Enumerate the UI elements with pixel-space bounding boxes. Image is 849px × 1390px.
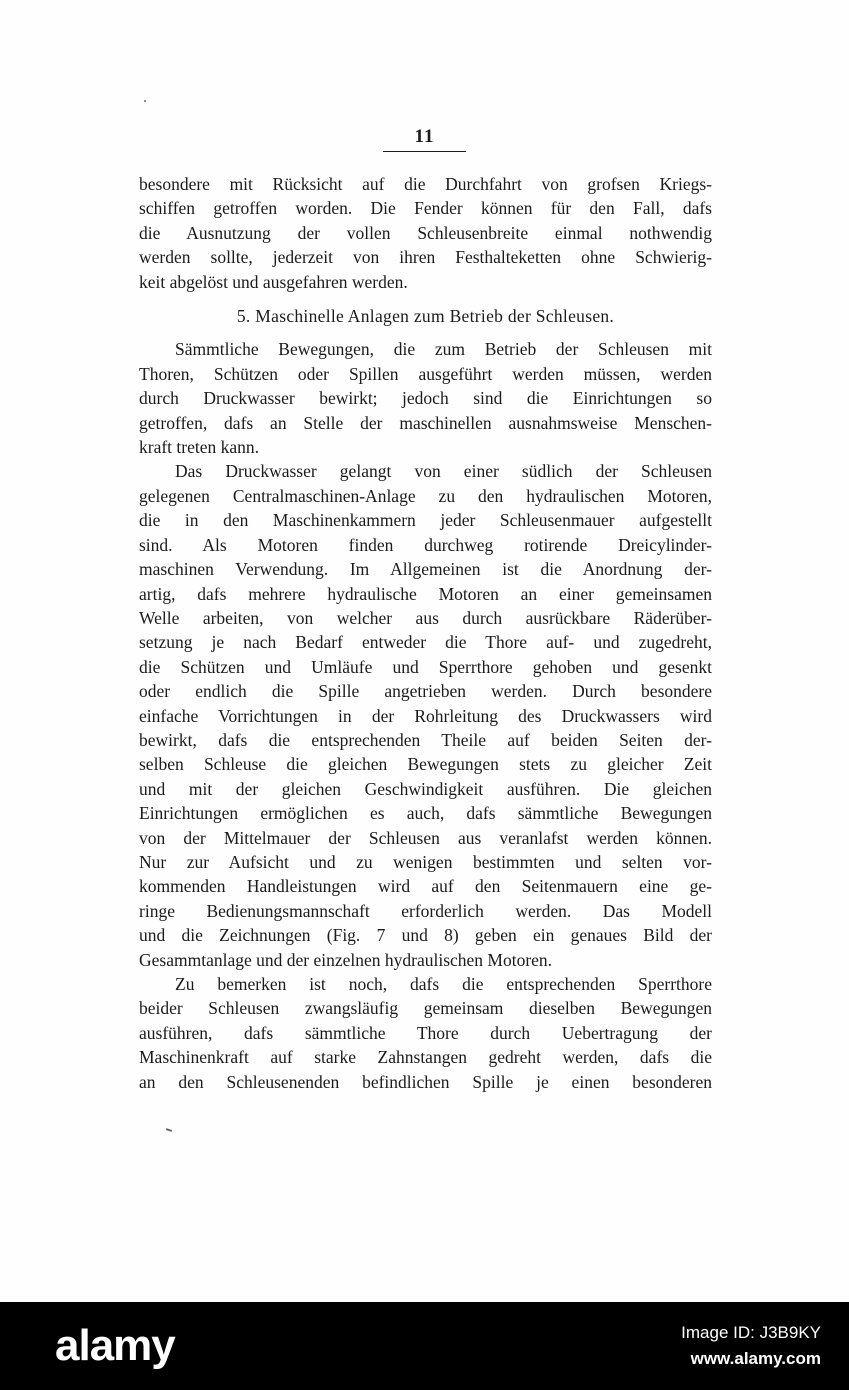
text-block <box>139 172 712 1094</box>
text-line: Nur zur Aufsicht und zu wenigen bestimmten und selten vor- <box>139 851 712 872</box>
text-line: artig, dafs mehrere hydraulische Motoren an einer gemeinsamen <box>139 583 712 604</box>
text-line: kommenden Handleistungen wird auf den Seitenmauern eine ge- <box>139 876 712 897</box>
page-number: 11 <box>383 126 467 152</box>
page-header <box>0 126 849 152</box>
text-line: die in den Maschinenkammern jeder Schleusenmauer aufgestellt <box>139 510 712 531</box>
text-line: von der Mittelmauer der Schleusen aus veranlafst werden können. <box>139 827 712 848</box>
scan-artifact <box>166 1128 172 1132</box>
text-line: die Ausnutzung der vollen Schleusenbreite einmal nothwendig <box>139 222 712 243</box>
text-line: beider Schleusen zwangsläufig gemeinsam dieselben Bewegungen <box>139 998 712 1019</box>
text-line: maschinen Verwendung. Im Allgemeinen ist die Anordnung der- <box>139 559 712 580</box>
text-line: Sämmtliche Bewegungen, die zum Betrieb der Schleusen mit <box>175 339 712 360</box>
text-line: schiffen getroffen worden. Die Fender können für den Fall, dafs <box>139 198 712 219</box>
text-line: besondere mit Rücksicht auf die Durchfahrt von grofsen Kriegs- <box>139 174 712 194</box>
text-line: setzung je nach Bedarf entweder die Thore auf- und zugedreht, <box>139 632 712 653</box>
image-id-text: Image ID: J3B9KY <box>681 1323 821 1342</box>
text-line: einfache Vorrichtungen in der Rohrleitung des Druckwassers wird <box>139 705 712 726</box>
text-line: gelegenen Centralmaschinen-Anlage zu den hydraulischen Motoren, <box>139 485 712 506</box>
text-line: an den Schleusenenden befindlichen Spille je einen besonderen <box>139 1071 712 1092</box>
text-line: Das Druckwasser gelangt von einer südlich der Schleusen <box>175 461 712 482</box>
section-heading: 5. Maschinelle Anlagen zum Betrieb der Schleusen. <box>236 306 615 327</box>
text-line: Welle arbeiten, von welcher aus durch ausrückbare Räderüber- <box>139 607 712 628</box>
text-line: bewirkt, dafs die entsprechenden Theile auf beiden Seiten der- <box>139 729 712 750</box>
scan-artifact <box>144 100 146 102</box>
text-line: ausführen, dafs sämmtliche Thore durch Uebertragung der <box>139 1022 712 1043</box>
text-line: durch Druckwasser bewirkt; jedoch sind die Einrichtungen so <box>139 388 712 409</box>
text-line: Zu bemerken ist noch, dafs die entsprechenden Sperrthore <box>175 974 712 994</box>
watermark-bar <box>0 1302 849 1390</box>
text-line: ringe Bedienungsmannschaft erforderlich werden. Das Modell <box>139 900 712 921</box>
watermark-meta <box>681 1320 821 1372</box>
text-line: keit abgelöst und ausgefahren werden. <box>139 271 408 292</box>
text-line: selben Schleuse die gleichen Bewegungen stets zu gleicher Zeit <box>139 754 712 775</box>
text-line: getroffen, dafs an Stelle der maschinellen ausnahmsweise Menschen- <box>139 412 712 433</box>
text-line: Thoren, Schützen oder Spillen ausgeführt werden müssen, werden <box>139 363 712 384</box>
text-line: Maschinenkraft auf starke Zahnstangen gedreht werden, dafs die <box>139 1047 712 1068</box>
text-line: die Schützen und Umläufe und Sperrthore gehoben und gesenkt <box>139 656 712 677</box>
text-line: sind. Als Motoren finden durchweg rotirende Dreicylinder- <box>139 534 712 555</box>
text-line: kraft treten kann. <box>139 437 260 458</box>
alamy-url-text: www.alamy.com <box>690 1349 821 1368</box>
text-line: und mit der gleichen Geschwindigkeit ausführen. Die gleichen <box>139 778 712 799</box>
text-line: werden sollte, jederzeit von ihren Festhalteketten ohne Schwierig- <box>139 247 712 268</box>
text-line: Gesammtanlage und der einzelnen hydraulischen Motoren. <box>139 949 553 970</box>
text-line: und die Zeichnungen (Fig. 7 und 8) geben ein genaues Bild der <box>139 925 712 946</box>
text-line: Einrichtungen ermöglichen es auch, dafs sämmtliche Bewegungen <box>139 803 712 824</box>
text-line: oder endlich die Spille angetrieben werden. Durch besondere <box>139 681 712 702</box>
alamy-logo: alamy <box>55 1321 175 1370</box>
